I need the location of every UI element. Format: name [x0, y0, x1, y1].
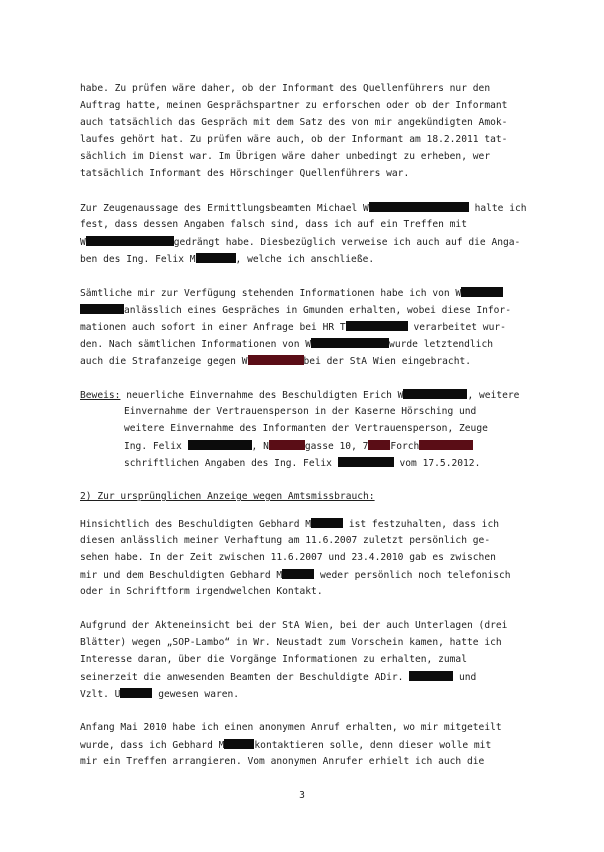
redaction-bar	[269, 440, 305, 450]
redaction-bar	[461, 287, 503, 297]
text-line: Auftrag hatte, meinen Gesprächspartner zu erforschen oder ob der Informant	[80, 100, 508, 111]
redaction-bar	[86, 236, 174, 246]
text-line: mir ein Treffen arrangieren. Vom anonymen Anrufer erhielt ich auch die	[80, 756, 485, 767]
text-line: Hinsichtlich des Beschuldigten Gebhard M ist festzuhalten, dass ich	[80, 519, 499, 530]
text-line: mir und dem Beschuldigten Gebhard M weder persönlich noch telefonisch	[80, 570, 511, 581]
redaction-bar	[80, 304, 124, 314]
redaction-bar	[369, 202, 469, 212]
text-line: ben des Ing. Felix M , welche ich anschließe.	[80, 254, 375, 265]
page-number: 3	[299, 790, 305, 801]
text-line: Aufgrund der Akteneinsicht bei der StA Wien, bei der auch Unterlagen (drei	[80, 620, 508, 631]
redaction-bar	[311, 518, 343, 528]
text-line: fest, dass dessen Angaben falsch sind, dass ich auf ein Treffen mit	[80, 219, 467, 230]
text-line: anlässlich eines Gespräches in Gmunden erhalten, wobei diese Infor-	[80, 304, 511, 317]
text-line: Ing. Felix , N gasse 10, 7 Forch	[124, 440, 473, 453]
redaction-bar	[188, 440, 252, 450]
section-heading: 2) Zur ursprünglichen Anzeige wegen Amtsmissbrauch:	[80, 491, 375, 502]
text-line: W gedrängt habe. Diesbezüglich verweise ich auch auf die Anga-	[80, 237, 521, 248]
text-line: habe. Zu prüfen wäre daher, ob der Informant des Quellenführers nur den	[80, 83, 491, 94]
text-line: tatsächlich Informant des Hörschinger Quellenführers war.	[80, 168, 410, 179]
text-line: sächlich im Dienst war. Im Übrigen wäre daher unbedingt zu erheben, wer	[80, 151, 491, 162]
redaction-bar	[120, 688, 152, 698]
text-line: Blätter) wegen „SOP-Lambo“ in Wr. Neustadt zum Vorschein kamen, hatte ich	[80, 637, 502, 648]
text-line: diesen anlässlich meiner Verhaftung am 11.6.2007 zuletzt persönlich ge-	[80, 535, 491, 546]
text-line: sehen habe. In der Zeit zwischen 11.6.2007 und 23.4.2010 gab es zwischen	[80, 552, 496, 563]
text-line: Beweis: neuerliche Einvernahme des Beschuldigten Erich W , weitere	[80, 390, 520, 401]
text-line: den. Nach sämtlichen Informationen von W wurde letztendlich	[80, 339, 494, 350]
text-line: mationen auch sofort in einer Anfrage bei HR T verarbeitet wur-	[80, 322, 506, 333]
redaction-bar	[368, 440, 390, 450]
redaction-bar	[248, 355, 304, 365]
redaction-bar	[311, 338, 389, 348]
text-line: Vzlt. U gewesen waren.	[80, 689, 240, 700]
text-line: laufes gehört hat. Zu prüfen wäre auch, ob der Informant am 18.2.2011 tat-	[80, 134, 508, 145]
beweis-label: Beweis:	[80, 390, 121, 401]
redaction-bar	[403, 389, 467, 399]
text-line: oder in Schriftform irgendwelchen Kontakt.	[80, 586, 323, 597]
text-line: weitere Einvernahme des Informanten der Vertrauensperson, Zeuge	[124, 423, 488, 434]
text-line: Interesse daran, über die Vorgänge Informationen zu erhalten, zumal	[80, 654, 467, 665]
text-line: Einvernahme der Vertrauensperson in der Kaserne Hörsching und	[124, 406, 477, 417]
text-line: auch tatsächlich das Gespräch mit dem Satz des von mir angekündigten Amok-	[80, 117, 508, 128]
text-line: wurde, dass ich Gebhard M kontaktieren solle, denn dieser wolle mit	[80, 740, 492, 751]
redaction-bar	[282, 569, 314, 579]
redaction-bar	[196, 253, 236, 263]
redaction-bar	[419, 440, 473, 450]
text-line: auch die Strafanzeige gegen W bei der StA Wien eingebracht.	[80, 356, 472, 367]
text-line: schriftlichen Angaben des Ing. Felix vom 17.5.2012.	[124, 458, 481, 469]
redaction-bar	[338, 457, 394, 467]
text-line: Anfang Mai 2010 habe ich einen anonymen Anruf erhalten, wo mir mitgeteilt	[80, 722, 502, 733]
text-line: Zur Zeugenaussage des Ermittlungsbeamten Michael W halte ich	[80, 203, 527, 214]
redaction-bar	[346, 321, 408, 331]
redaction-bar	[224, 739, 254, 749]
text-line: Sämtliche mir zur Verfügung stehenden Informationen habe ich von W	[80, 287, 503, 300]
redaction-bar	[409, 671, 453, 681]
text-line: seinerzeit die anwesenden Beamten der Beschuldigte ADir. und	[80, 672, 477, 683]
